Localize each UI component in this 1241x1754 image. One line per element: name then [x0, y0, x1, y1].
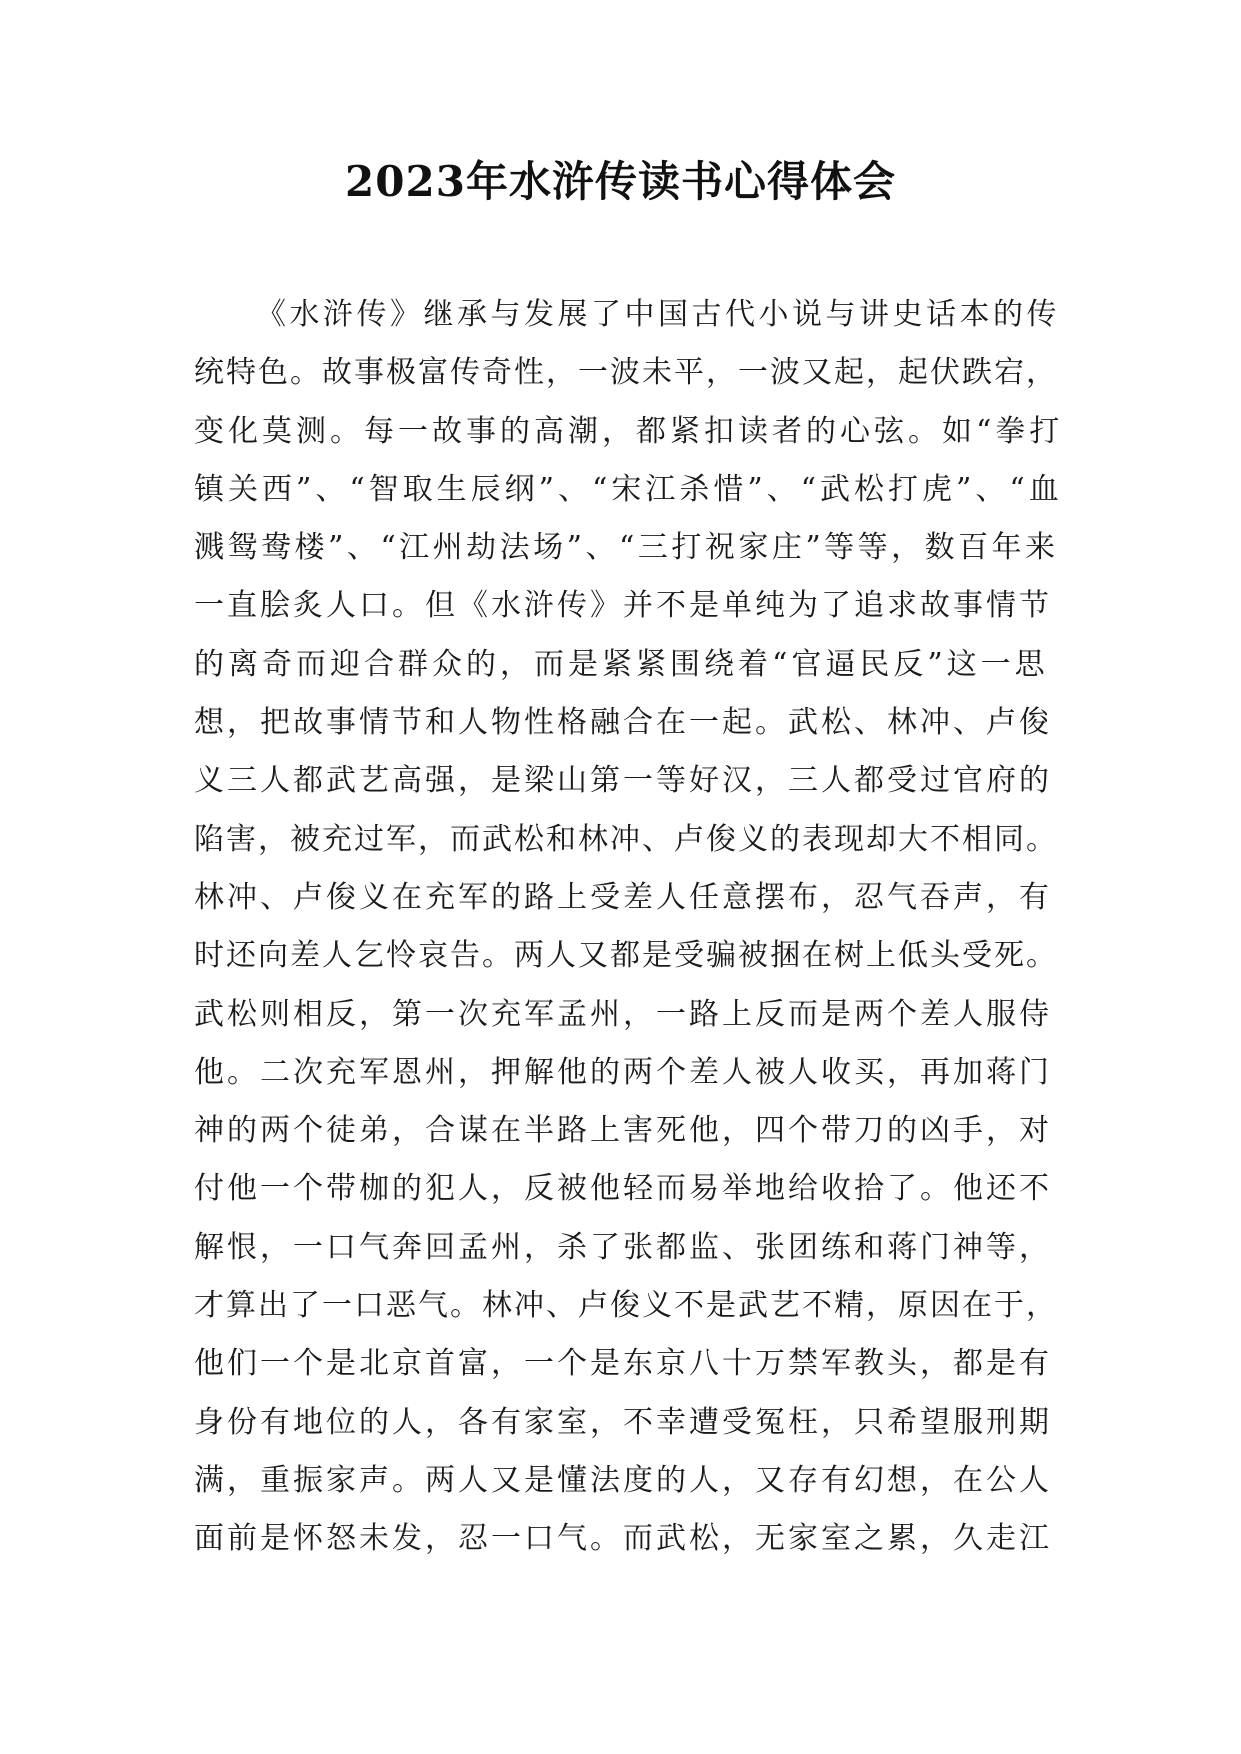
text-line: 溅鸳鸯楼”、“江州劫法场”、“三打祝家庄”等等，数百年来: [194, 530, 1059, 566]
text-line: 他。二次充军恩州，押解他的两个差人被人收买，再加蒋门: [194, 1054, 1052, 1090]
text-line: 统特色。故事极富传奇性，一波未平，一波又起，起伏跌宕，: [194, 355, 1058, 391]
text-line: 镇关西”、“智取生辰纲”、“宋江杀惜”、“武松打虎”、“血: [194, 471, 1063, 507]
text-line: 义三人都武艺高强，是梁山第一等好汉，三人都受过官府的: [194, 763, 1052, 799]
text-line: 才算出了一口恶气。林冲、卢俊义不是武艺不精，原因在于，: [194, 1288, 1058, 1324]
text-line: 想，把故事情节和人物性格融合在一起。武松、林冲、卢俊: [194, 705, 1052, 741]
body-paragraph: [194, 286, 1064, 1569]
text-line: 神的两个徒弟，合谋在半路上害死他，四个带刀的凶手，对: [194, 1113, 1052, 1149]
text-line: 他们一个是北京首富，一个是东京八十万禁军教头，都是有: [194, 1346, 1052, 1382]
text-line: 身份有地位的人，各有家室，不幸遭受冤枉，只希望服刑期: [194, 1404, 1052, 1440]
text-line: 满，重振家声。两人又是懂法度的人，又存有幻想，在公人: [194, 1462, 1052, 1498]
text-line: 变化莫测。每一故事的高潮，都紧扣读者的心弦。如“拳打: [194, 413, 1064, 449]
text-line: 武松则相反，第一次充军孟州，一路上反而是两个差人服侍: [194, 996, 1052, 1032]
text-line: 解恨，一口气奔回孟州，杀了张都监、张团练和蒋门神等，: [194, 1229, 1052, 1265]
document-title: 2023年水浒传读书心得体会: [345, 157, 896, 206]
text-line: 的离奇而迎合群众的，而是紧紧围绕着“官逼民反”这一思: [194, 646, 1049, 682]
text-line: 一直脍炙人口。但《水浒传》并不是单纯为了追求故事情节: [194, 588, 1052, 624]
text-line: 《水浒传》继承与发展了中国古代小说与讲史话本的传: [256, 297, 1060, 332]
text-line: 林冲、卢俊义在充军的路上受差人任意摆布，忍气吞声，有: [194, 879, 1052, 915]
text-line: 时还向差人乞怜哀告。两人又都是受骗被捆在树上低头受死。: [194, 938, 1058, 974]
text-line: 陷害，被充过军，而武松和林冲、卢俊义的表现却大不相同。: [194, 821, 1058, 857]
text-line: 面前是怀怒未发，忍一口气。而武松，无家室之累，久走江: [194, 1521, 1052, 1557]
text-line: 付他一个带枷的犯人，反被他轻而易举地给收拾了。他还不: [194, 1171, 1052, 1207]
